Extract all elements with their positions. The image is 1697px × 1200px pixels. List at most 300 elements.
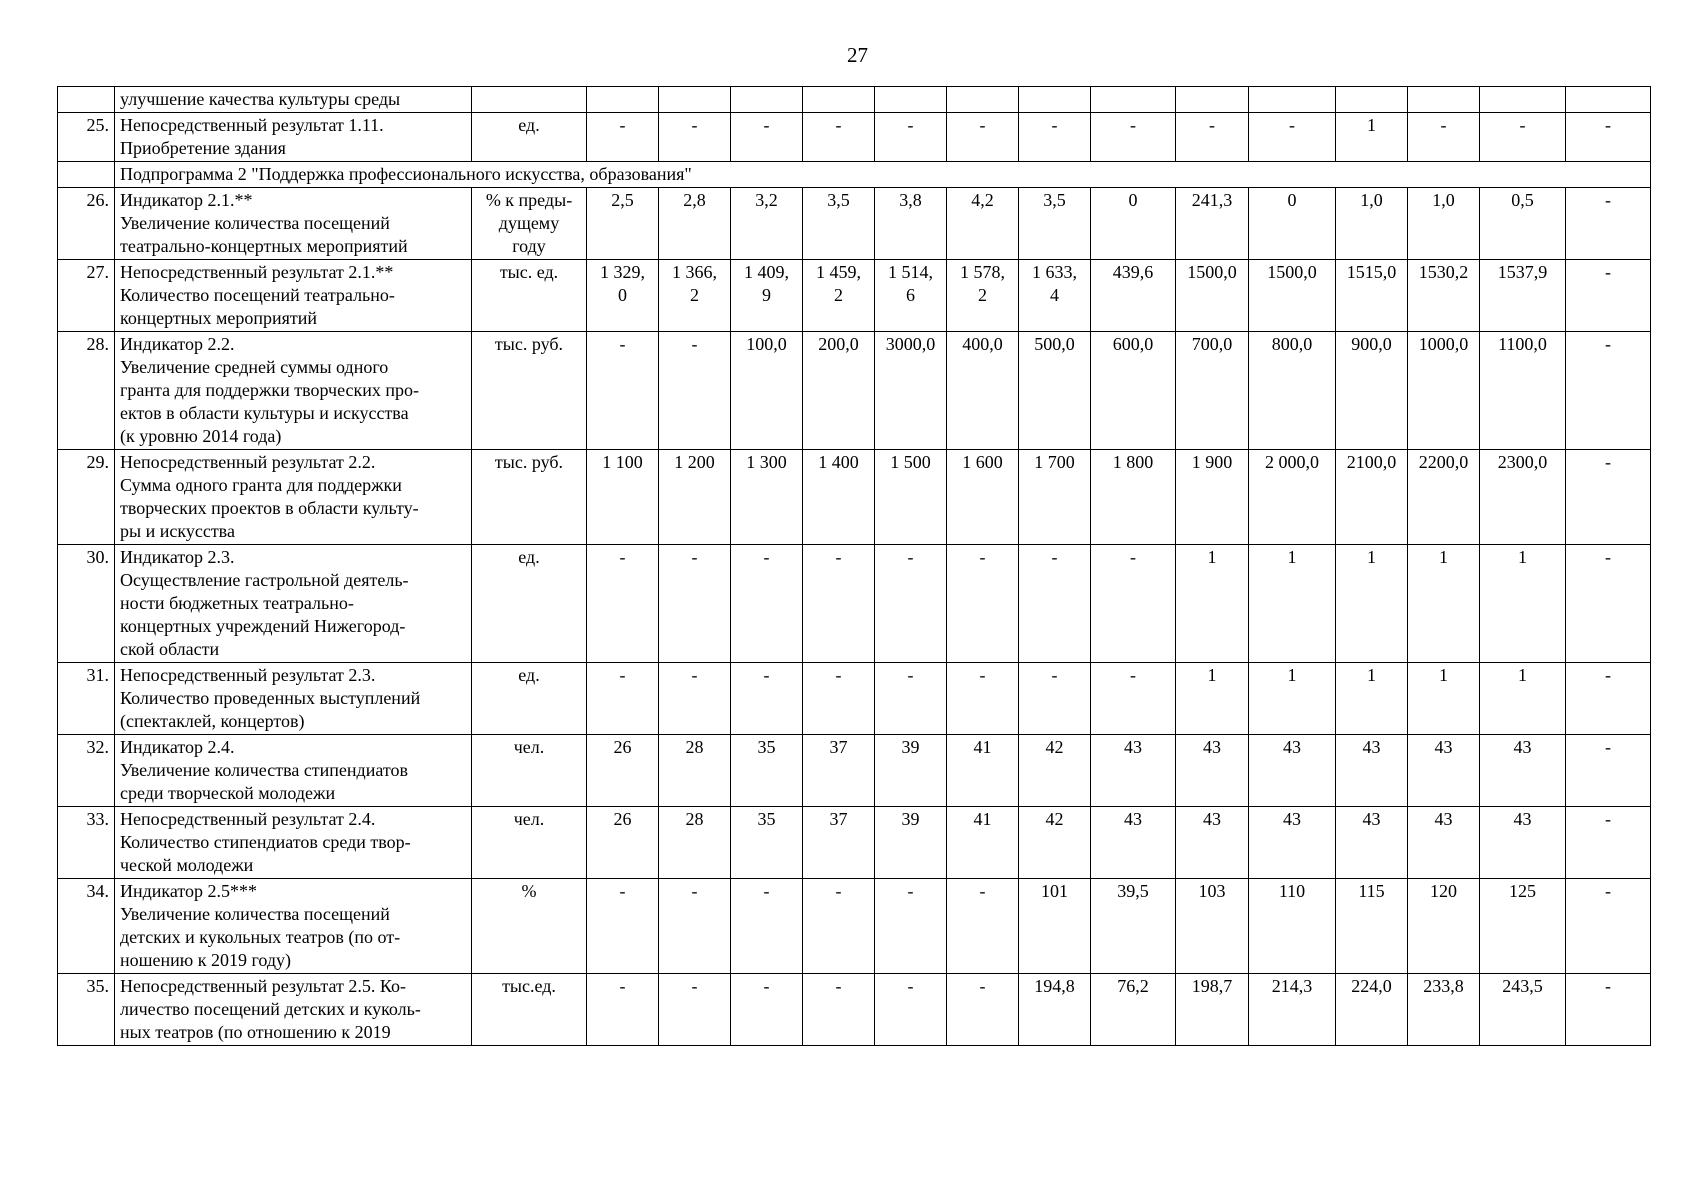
text-line: ской области bbox=[120, 639, 220, 659]
row-number-cell bbox=[58, 162, 115, 188]
value-cell bbox=[1336, 735, 1408, 807]
value-cell bbox=[731, 807, 803, 879]
value-cell bbox=[587, 188, 659, 260]
text-line: 103 bbox=[1198, 881, 1226, 901]
text-line: 1 500 bbox=[890, 452, 931, 472]
row-number-cell bbox=[58, 87, 115, 113]
text-line: - bbox=[979, 115, 986, 135]
text-line: 41 bbox=[973, 809, 992, 829]
text-line: Увеличение количества посещений bbox=[120, 904, 390, 924]
value-cell bbox=[947, 332, 1019, 450]
empty-cell bbox=[472, 87, 587, 113]
text-line: концертных мероприятий bbox=[120, 308, 317, 328]
value-cell bbox=[587, 332, 659, 450]
value-cell bbox=[1019, 113, 1091, 162]
row-number-cell: 30. bbox=[58, 545, 115, 663]
text-line: 120 bbox=[1430, 881, 1457, 901]
unit-cell bbox=[472, 735, 587, 807]
value-cell bbox=[1176, 879, 1249, 974]
value-cell bbox=[659, 332, 731, 450]
text-line: (спектаклей, концертов) bbox=[120, 711, 305, 731]
value-cell bbox=[587, 663, 659, 735]
text-line: 3,8 bbox=[899, 190, 922, 210]
empty-cell bbox=[1408, 87, 1480, 113]
page-number: 27 bbox=[847, 43, 868, 67]
text-line: творческих проектов в области культу- bbox=[120, 498, 419, 518]
text-line: 3,5 bbox=[827, 190, 850, 210]
value-cell bbox=[659, 113, 731, 162]
text-line: - bbox=[1130, 115, 1136, 135]
text-line: - bbox=[691, 115, 698, 135]
text-line: 1 800 bbox=[1112, 452, 1154, 472]
row-number-cell: 33. bbox=[58, 807, 115, 879]
value-cell bbox=[875, 974, 947, 1046]
text-line: 2 bbox=[690, 285, 699, 305]
text-line: ектов в области культуры и искусства bbox=[120, 403, 409, 423]
value-cell bbox=[1176, 260, 1249, 332]
value-cell bbox=[1249, 113, 1336, 162]
text-line: 1 bbox=[1287, 665, 1297, 685]
text-line: 2300,0 bbox=[1497, 452, 1548, 472]
text-line: 37 bbox=[829, 737, 848, 757]
indicator-name-cell bbox=[115, 332, 472, 450]
text-line: - bbox=[691, 547, 698, 567]
value-cell bbox=[1480, 332, 1566, 450]
text-line: 43 bbox=[1283, 809, 1301, 829]
text-line: чел. bbox=[513, 809, 545, 829]
value-cell bbox=[947, 974, 1019, 1046]
empty-cell bbox=[1176, 87, 1249, 113]
text-line: - bbox=[835, 115, 842, 135]
value-cell bbox=[1408, 974, 1480, 1046]
text-line: 1 bbox=[1367, 115, 1376, 135]
text-line: 1 bbox=[1367, 547, 1376, 567]
value-cell bbox=[947, 663, 1019, 735]
value-cell bbox=[1336, 545, 1408, 663]
indicator-name-cell bbox=[115, 545, 472, 663]
value-cell bbox=[587, 879, 659, 974]
value-cell bbox=[947, 450, 1019, 545]
value-cell bbox=[1249, 879, 1336, 974]
text-line: 1000,0 bbox=[1418, 334, 1469, 354]
empty-cell bbox=[1091, 87, 1176, 113]
text-line: 2 bbox=[978, 285, 987, 305]
text-line: концертных учреждений Нижегород- bbox=[120, 616, 406, 636]
value-cell bbox=[1336, 879, 1408, 974]
indicator-name-cell bbox=[115, 188, 472, 260]
value-cell bbox=[731, 663, 803, 735]
row-number-cell: 31. bbox=[58, 663, 115, 735]
table-row bbox=[58, 188, 1651, 260]
value-cell bbox=[1019, 663, 1091, 735]
unit-cell bbox=[472, 188, 587, 260]
empty-cell bbox=[1249, 87, 1336, 113]
value-cell bbox=[1091, 188, 1176, 260]
text-line: 39 bbox=[901, 809, 920, 829]
text-line: ед. bbox=[518, 115, 540, 135]
text-line: 26 bbox=[613, 737, 632, 757]
value-cell bbox=[875, 807, 947, 879]
text-line: Непосредственный результат 2.1.** bbox=[120, 262, 394, 282]
value-cell bbox=[1019, 735, 1091, 807]
table-row bbox=[58, 545, 1651, 663]
value-cell bbox=[1249, 663, 1336, 735]
text-line: 224,0 bbox=[1351, 976, 1392, 996]
value-cell bbox=[731, 450, 803, 545]
table-row bbox=[58, 450, 1651, 545]
text-line: 1537,9 bbox=[1497, 262, 1548, 282]
value-cell bbox=[731, 260, 803, 332]
text-line: - bbox=[979, 665, 986, 685]
text-line: 1 bbox=[1439, 665, 1448, 685]
value-cell bbox=[1480, 188, 1566, 260]
text-line: 101 bbox=[1041, 881, 1068, 901]
value-cell bbox=[1176, 974, 1249, 1046]
value-cell bbox=[1091, 332, 1176, 450]
text-line: 115 bbox=[1358, 881, 1385, 901]
value-cell bbox=[803, 260, 875, 332]
text-line: тыс.ед. bbox=[502, 976, 556, 996]
text-line: 1500,0 bbox=[1267, 262, 1317, 282]
value-cell bbox=[1091, 113, 1176, 162]
table-row bbox=[58, 663, 1651, 735]
value-cell bbox=[1480, 663, 1566, 735]
text-line: - bbox=[1605, 115, 1611, 135]
text-line: Индикатор 2.2. bbox=[120, 334, 235, 354]
value-cell bbox=[1480, 450, 1566, 545]
value-cell bbox=[1249, 332, 1336, 450]
indicator-name-cell bbox=[115, 879, 472, 974]
value-cell bbox=[1408, 879, 1480, 974]
text-line: 1 bbox=[1518, 547, 1527, 567]
value-cell bbox=[1408, 663, 1480, 735]
text-line: - bbox=[1289, 115, 1295, 135]
text-line: - bbox=[1440, 115, 1447, 135]
text-line: Осуществление гастрольной деятель- bbox=[120, 570, 409, 590]
text-line: Непосредственный результат 2.5. Ко- bbox=[120, 976, 406, 996]
value-cell bbox=[1249, 807, 1336, 879]
unit-cell bbox=[472, 879, 587, 974]
value-cell bbox=[1480, 260, 1566, 332]
value-cell bbox=[1091, 735, 1176, 807]
text-line: 1 409, bbox=[744, 262, 789, 282]
text-line: 1 600 bbox=[962, 452, 1003, 472]
text-line: 1 200 bbox=[674, 452, 715, 472]
value-cell bbox=[587, 450, 659, 545]
text-line: Непосредственный результат 2.4. bbox=[120, 809, 376, 829]
table-row bbox=[58, 87, 1651, 113]
value-cell bbox=[1091, 974, 1176, 1046]
text-line: - bbox=[619, 115, 626, 135]
text-line: - bbox=[619, 881, 626, 901]
text-line: 2,5 bbox=[611, 190, 634, 210]
text-line: 3,2 bbox=[755, 190, 778, 210]
value-cell bbox=[1408, 188, 1480, 260]
text-line: Сумма одного гранта для поддержки bbox=[120, 475, 402, 495]
value-cell bbox=[1249, 545, 1336, 663]
text-line: 1 633, bbox=[1032, 262, 1077, 282]
value-cell bbox=[947, 113, 1019, 162]
value-cell bbox=[1566, 735, 1651, 807]
text-line: гранта для поддержки творческих про- bbox=[120, 380, 420, 400]
text-line: 600,0 bbox=[1112, 334, 1154, 354]
text-line: - bbox=[1605, 334, 1611, 354]
text-line: Количество посещений театрально- bbox=[120, 285, 395, 305]
text-line: ношению к 2019 году) bbox=[120, 950, 292, 970]
text-line: ед. bbox=[518, 665, 540, 685]
text-line: 1 bbox=[1439, 547, 1448, 567]
text-line: - bbox=[907, 665, 914, 685]
text-line: Увеличение количества посещений bbox=[120, 213, 390, 233]
text-line: 100,0 bbox=[746, 334, 787, 354]
text-line: 1 514, bbox=[888, 262, 933, 282]
text-line: Увеличение количества стипендиатов bbox=[120, 760, 408, 780]
value-cell bbox=[1336, 188, 1408, 260]
text-line: 39 bbox=[901, 737, 920, 757]
empty-cell bbox=[1019, 87, 1091, 113]
text-line: 1 578, bbox=[960, 262, 1005, 282]
value-cell bbox=[1336, 113, 1408, 162]
text-line: 1 100 bbox=[602, 452, 643, 472]
empty-cell bbox=[659, 87, 731, 113]
value-cell bbox=[1019, 332, 1091, 450]
text-line: - bbox=[763, 547, 770, 567]
row-number-cell: 26. bbox=[58, 188, 115, 260]
text-line: - bbox=[1051, 115, 1058, 135]
value-cell bbox=[875, 260, 947, 332]
table-row bbox=[58, 879, 1651, 974]
value-cell bbox=[1091, 663, 1176, 735]
text-line: 1 bbox=[1367, 665, 1376, 685]
unit-cell bbox=[472, 113, 587, 162]
text-line: 3000,0 bbox=[885, 334, 936, 354]
text-line: ности бюджетных театрально- bbox=[120, 593, 354, 613]
text-line: 39,5 bbox=[1117, 881, 1149, 901]
value-cell bbox=[1091, 879, 1176, 974]
text-line: Количество стипендиатов среди твор- bbox=[120, 832, 411, 852]
text-line: - bbox=[1519, 115, 1526, 135]
text-line: 0,5 bbox=[1511, 190, 1534, 210]
value-cell bbox=[1408, 113, 1480, 162]
value-cell bbox=[803, 113, 875, 162]
text-line: улучшение качества культуры среды bbox=[120, 89, 401, 109]
value-cell bbox=[1566, 113, 1651, 162]
empty-cell bbox=[731, 87, 803, 113]
value-cell bbox=[875, 113, 947, 162]
indicator-name-cell bbox=[115, 113, 472, 162]
table-row bbox=[58, 113, 1651, 162]
text-line: 43 bbox=[1124, 737, 1142, 757]
value-cell bbox=[659, 450, 731, 545]
row-number-cell: 34. bbox=[58, 879, 115, 974]
text-line: 1 700 bbox=[1034, 452, 1075, 472]
row-number-cell: 27. bbox=[58, 260, 115, 332]
value-cell bbox=[803, 332, 875, 450]
value-cell bbox=[1176, 545, 1249, 663]
text-line: - bbox=[979, 547, 986, 567]
text-line: 194,8 bbox=[1034, 976, 1075, 996]
unit-cell bbox=[472, 663, 587, 735]
value-cell bbox=[803, 879, 875, 974]
value-cell bbox=[1336, 332, 1408, 450]
value-cell bbox=[1091, 450, 1176, 545]
value-cell bbox=[1408, 807, 1480, 879]
text-line: - bbox=[1051, 547, 1058, 567]
text-line: - bbox=[691, 665, 698, 685]
text-line: Количество проведенных выступлений bbox=[120, 688, 421, 708]
empty-cell bbox=[803, 87, 875, 113]
text-line: - bbox=[907, 115, 914, 135]
text-line: ед. bbox=[518, 547, 540, 567]
row-number-cell: 28. bbox=[58, 332, 115, 450]
value-cell bbox=[659, 260, 731, 332]
value-cell bbox=[1408, 260, 1480, 332]
value-cell bbox=[731, 113, 803, 162]
text-line: 3,5 bbox=[1043, 190, 1066, 210]
text-line: 4,2 bbox=[971, 190, 994, 210]
text-line: 2100,0 bbox=[1346, 452, 1397, 472]
unit-cell bbox=[472, 807, 587, 879]
value-cell bbox=[875, 332, 947, 450]
empty-cell bbox=[947, 87, 1019, 113]
value-cell bbox=[1176, 735, 1249, 807]
text-line: ры и искусства bbox=[120, 521, 235, 541]
text-line: театрально-концертных мероприятий bbox=[120, 236, 408, 256]
value-cell bbox=[1566, 807, 1651, 879]
value-cell bbox=[947, 545, 1019, 663]
value-cell bbox=[947, 260, 1019, 332]
value-cell bbox=[1176, 113, 1249, 162]
text-line: 700,0 bbox=[1191, 334, 1233, 354]
indicator-name-cell bbox=[115, 87, 472, 113]
value-cell bbox=[659, 974, 731, 1046]
text-line: Индикатор 2.4. bbox=[120, 737, 235, 757]
value-cell bbox=[731, 974, 803, 1046]
row-number-cell: 32. bbox=[58, 735, 115, 807]
text-line: 1 366, bbox=[672, 262, 717, 282]
text-line: 1 bbox=[1207, 665, 1217, 685]
text-line: % к преды- bbox=[485, 190, 573, 210]
unit-cell bbox=[472, 974, 587, 1046]
value-cell bbox=[731, 545, 803, 663]
value-cell bbox=[1176, 332, 1249, 450]
text-line: 2 bbox=[834, 285, 843, 305]
text-line: Индикатор 2.3. bbox=[120, 547, 235, 567]
text-line: 41 bbox=[973, 737, 992, 757]
value-cell bbox=[587, 735, 659, 807]
text-line: - bbox=[1605, 737, 1611, 757]
value-cell bbox=[1249, 735, 1336, 807]
value-cell bbox=[659, 663, 731, 735]
table-row bbox=[58, 974, 1651, 1046]
text-line: Увеличение средней суммы одного bbox=[120, 357, 389, 377]
text-line: Приобретение здания bbox=[120, 138, 286, 158]
value-cell bbox=[1249, 188, 1336, 260]
empty-cell bbox=[1336, 87, 1408, 113]
table-row bbox=[58, 735, 1651, 807]
value-cell bbox=[659, 807, 731, 879]
table-row bbox=[58, 162, 1651, 188]
text-line: 43 bbox=[1203, 737, 1221, 757]
row-number-cell: 35. bbox=[58, 974, 115, 1046]
value-cell bbox=[803, 735, 875, 807]
value-cell bbox=[1336, 450, 1408, 545]
value-cell bbox=[587, 974, 659, 1046]
text-line: 43 bbox=[1513, 809, 1532, 829]
value-cell bbox=[659, 735, 731, 807]
text-line: 1 329, bbox=[600, 262, 645, 282]
empty-cell bbox=[875, 87, 947, 113]
value-cell bbox=[875, 188, 947, 260]
text-line: 0 bbox=[618, 285, 627, 305]
value-cell bbox=[875, 879, 947, 974]
value-cell bbox=[1480, 113, 1566, 162]
indicator-name-cell bbox=[115, 450, 472, 545]
text-line: 1 bbox=[1287, 547, 1297, 567]
text-line: 1 900 bbox=[1191, 452, 1233, 472]
indicators-table bbox=[57, 86, 1651, 1046]
text-line: 900,0 bbox=[1351, 334, 1392, 354]
text-line: тыс. руб. bbox=[494, 452, 564, 472]
text-line: - bbox=[1051, 665, 1058, 685]
value-cell bbox=[1480, 735, 1566, 807]
value-cell bbox=[1176, 663, 1249, 735]
row-number-cell: 25. bbox=[58, 113, 115, 162]
text-line: 110 bbox=[1278, 881, 1306, 901]
value-cell bbox=[1249, 974, 1336, 1046]
value-cell bbox=[1566, 879, 1651, 974]
text-line: 37 bbox=[829, 809, 848, 829]
text-line: (к уровню 2014 года) bbox=[120, 426, 282, 446]
value-cell bbox=[659, 879, 731, 974]
text-line: 43 bbox=[1203, 809, 1221, 829]
indicator-name-cell bbox=[115, 735, 472, 807]
text-line: дущему bbox=[498, 213, 560, 233]
value-cell bbox=[587, 545, 659, 663]
text-line: - bbox=[763, 976, 770, 996]
value-cell bbox=[1566, 188, 1651, 260]
indicator-name-cell bbox=[115, 807, 472, 879]
text-line: 1 300 bbox=[746, 452, 787, 472]
value-cell bbox=[1480, 974, 1566, 1046]
value-cell bbox=[1249, 450, 1336, 545]
text-line: 1 bbox=[1518, 665, 1527, 685]
text-line: 1500,0 bbox=[1187, 262, 1237, 282]
text-line: 243,5 bbox=[1502, 976, 1543, 996]
text-line: 43 bbox=[1434, 809, 1453, 829]
text-line: 6 bbox=[906, 285, 915, 305]
text-line: - bbox=[979, 881, 986, 901]
value-cell bbox=[803, 974, 875, 1046]
text-line: - bbox=[1130, 547, 1136, 567]
text-line: 42 bbox=[1045, 737, 1064, 757]
value-cell bbox=[1091, 807, 1176, 879]
value-cell bbox=[1091, 545, 1176, 663]
text-line: - bbox=[1605, 809, 1611, 829]
table-row bbox=[58, 260, 1651, 332]
table-row bbox=[58, 807, 1651, 879]
text-line: - bbox=[907, 881, 914, 901]
value-cell bbox=[1091, 260, 1176, 332]
value-cell bbox=[875, 450, 947, 545]
value-cell bbox=[731, 879, 803, 974]
text-line: 43 bbox=[1362, 737, 1381, 757]
empty-cell bbox=[587, 87, 659, 113]
value-cell bbox=[587, 113, 659, 162]
text-line: 439,6 bbox=[1112, 262, 1154, 282]
text-line: - bbox=[763, 881, 770, 901]
value-cell bbox=[1566, 260, 1651, 332]
